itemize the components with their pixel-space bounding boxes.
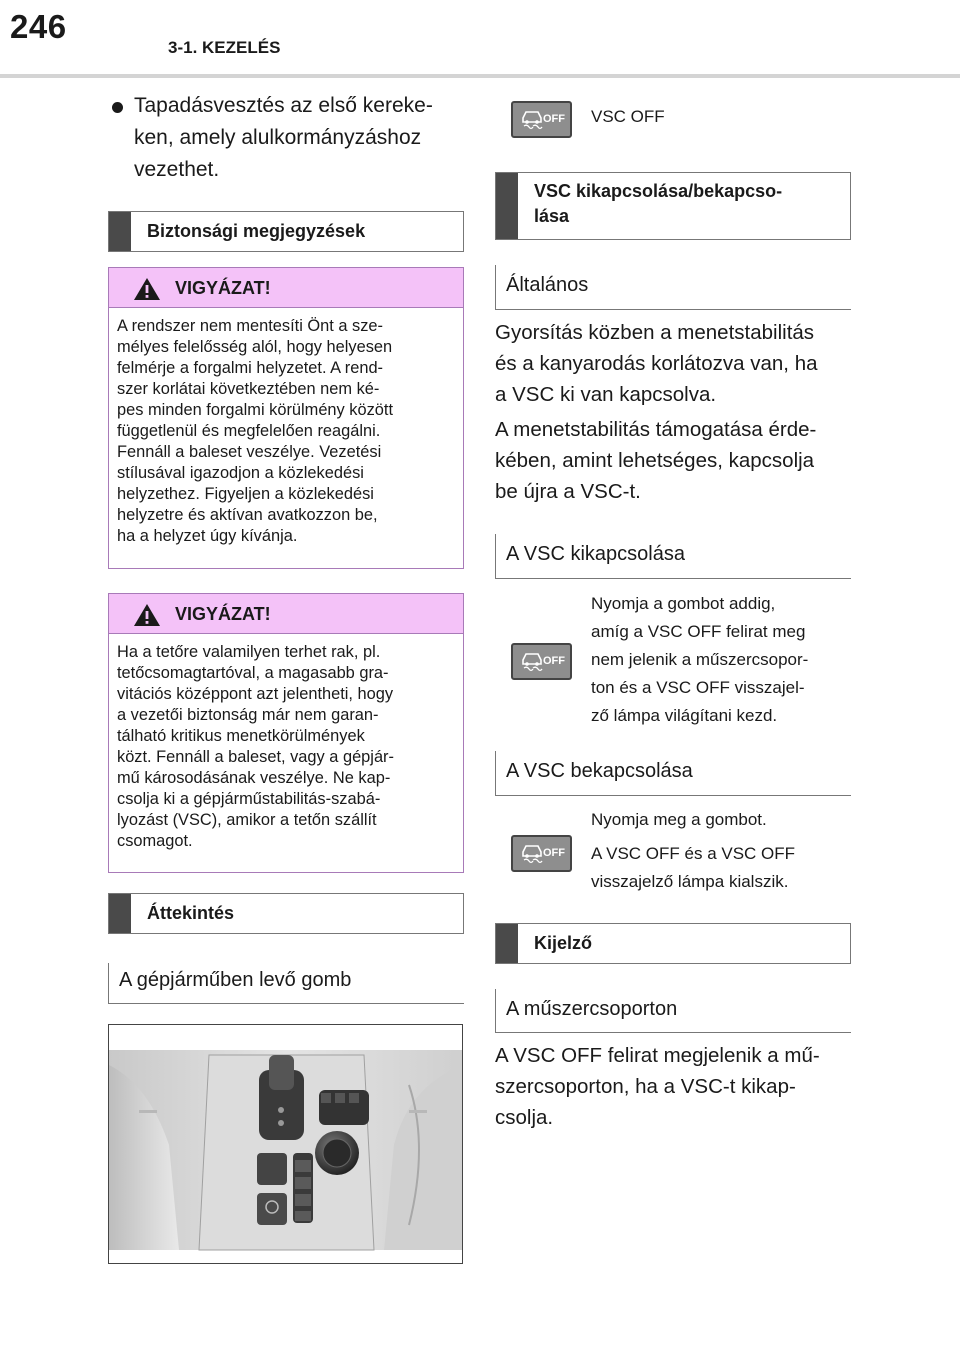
safety-heading-text: Biztonsági megjegyzések <box>147 221 366 241</box>
enable-subhead: A VSC bekapcsolása <box>495 751 851 796</box>
section-title: 3-1. KEZELÉS <box>168 38 281 57</box>
safety-heading <box>108 211 464 252</box>
vsc-off-button[interactable] <box>511 101 572 138</box>
button-subhead: A gépjárműben levő gomb <box>108 963 464 1004</box>
enable-instruction-2: A VSC OFF és a VSC OFF visszajelző lámpa kialszik. <box>591 844 796 891</box>
vsc-toggle-heading <box>495 172 851 240</box>
warning-body: Ha a tetőre valamilyen terhet rak, pl. tetőcsomagtartóval, a magasabb gra- vitációs középpont azt jelentheti, hogy a vezetői biztonság már nem garan- tálható kritikus menetkörülmények közt. Fennáll a baleset, vagy a gépjár- mű károsodásának veszélye. Ne kap- csolja ki a gépjárműstabilitás-szabá- lyozást (VSC), amikor a tetőn szállít csomagot. <box>117 643 394 850</box>
warning-triangle-icon <box>133 277 161 301</box>
general-paragraph-1: Gyorsítás közben a menetstabilitás és a kanyarodás korlátozva van, ha a VSC ki van kapcsolva. <box>495 321 818 406</box>
overview-heading-text: Áttekintés <box>147 903 235 923</box>
disable-subhead: A VSC kikapcsolása <box>495 534 851 579</box>
bullet-dot-icon <box>112 102 123 113</box>
vsc-skid-car-icon <box>519 842 545 866</box>
general-paragraph-2: A menetstabilitás támogatása érde- kében, amint lehetséges, kapcsolja be újra a VSC-t. <box>495 418 817 503</box>
warning-label: VIGYÁZAT! <box>175 278 271 298</box>
vsc-skid-car-icon <box>519 108 545 132</box>
warning-header <box>109 594 463 634</box>
vsc-off-button[interactable] <box>511 835 572 872</box>
display-heading <box>495 923 851 964</box>
heading-bar <box>496 173 518 239</box>
off-label: OFF <box>543 847 565 859</box>
vsc-off-button[interactable] <box>511 643 572 680</box>
off-label: OFF <box>543 655 565 667</box>
center-console-image <box>109 1025 463 1264</box>
heading-bar <box>496 924 518 963</box>
warning-triangle-icon <box>133 603 161 627</box>
cluster-subhead: A műszercsoporton <box>495 989 851 1033</box>
cluster-paragraph: A VSC OFF felirat megjelenik a mű- szercsoporton, ha a VSC-t kikap- csolja. <box>495 1044 820 1129</box>
warning-body: A rendszer nem mentesíti Önt a sze- mélyes felelősség alól, hogy helyesen felmérje a forgalmi helyzetet. A rend- szer korlátai következtében nem ké- pes minden forgalmi körülmény között függetlenül és megfelelően reagálni. Fennáll a baleset veszélye. Vezetési stílusával igazodjon a közlekedési helyzethez. Figyeljen a közlekedési helyzetre és aktívan avatkozzon be, ha a helyzet úgy kívánja. <box>117 317 394 545</box>
warning-label: VIGYÁZAT! <box>175 604 271 624</box>
display-heading-text: Kijelző <box>534 933 593 953</box>
bullet-text: Tapadásvesztés az első kereke- ken, amely alulkormányzáshoz vezethet. <box>134 94 433 181</box>
general-subhead: Általános <box>495 265 851 310</box>
warning-box-2 <box>108 593 464 873</box>
overview-heading <box>108 893 464 934</box>
enable-instruction-1: Nyomja meg a gombot. <box>591 810 767 829</box>
center-console-photo <box>108 1024 463 1264</box>
off-label: OFF <box>543 113 565 125</box>
heading-bar <box>109 212 131 251</box>
heading-bar <box>109 894 131 933</box>
vsc-off-label: VSC OFF <box>591 107 665 126</box>
page-number: 246 <box>10 8 67 45</box>
vsc-toggle-heading-text: VSC kikapcsolása/bekapcso- lása <box>534 181 783 226</box>
warning-box-1 <box>108 267 464 569</box>
disable-instructions: Nyomja a gombot addig, amíg a VSC OFF felirat meg nem jelenik a műszercsopor- ton és a VSC OFF visszajel- ző lámpa világítani kezd. <box>591 594 809 725</box>
header-divider <box>0 74 960 78</box>
vsc-skid-car-icon <box>519 650 545 674</box>
bullet-item <box>112 90 472 186</box>
warning-header <box>109 268 463 308</box>
